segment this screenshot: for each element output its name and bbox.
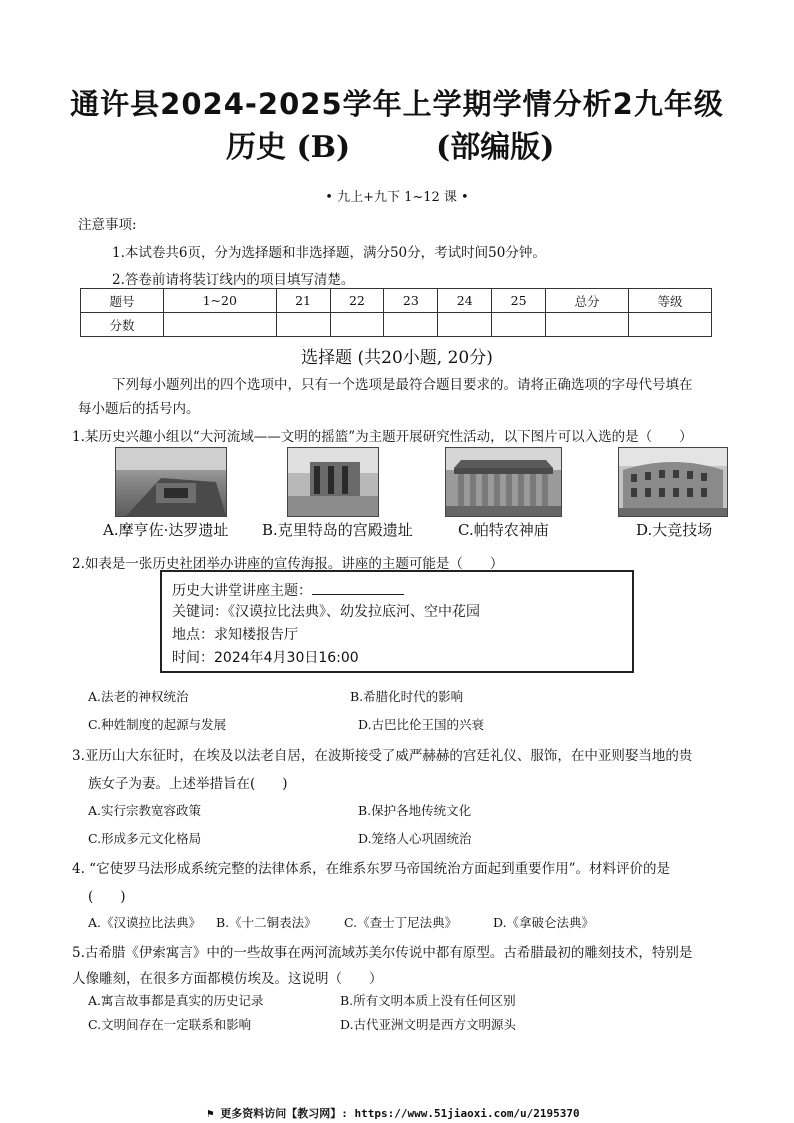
q4-stem-cont: ( )	[88, 889, 126, 905]
score-table-header: 25	[492, 289, 546, 313]
score-cell	[163, 313, 276, 337]
note-item: 2.答卷前请将装订线内的项目填写清楚。	[112, 272, 355, 288]
q4-option-d: D.《拿破仑法典》	[493, 915, 595, 930]
scope-label: • 九上+九下 1~12 课 •	[325, 190, 469, 205]
score-table-header: 总分	[546, 289, 629, 313]
q3-stem-cont: 族女子为妻。上述举措旨在( )	[88, 776, 288, 792]
q1-option-c: C.帕特农神庙	[458, 521, 549, 539]
flag-icon: ⚑	[207, 1107, 214, 1120]
score-table-header: 题号	[81, 289, 164, 313]
score-cell	[492, 313, 546, 337]
score-cell	[330, 313, 384, 337]
footer-link[interactable]	[207, 1105, 580, 1121]
document-title: 通许县2024-2025学年上学期学情分析2九年级	[70, 87, 724, 121]
q3-option-d: D.笼络人心巩固统治	[358, 831, 472, 846]
poster-blank	[312, 582, 404, 595]
q4-option-b: B.《十二铜表法》	[216, 915, 317, 930]
score-table-header: 24	[438, 289, 492, 313]
q3-stem: 3.亚历山大东征时，在埃及以法老自居，在波斯接受了威严赫赫的宫廷礼仪、服饰，在中亚则娶当地的贵	[72, 748, 693, 764]
q2-option-d: D.古巴比伦王国的兴衰	[358, 717, 485, 732]
q4-option-c: C.《查士丁尼法典》	[344, 915, 458, 930]
q5-option-d: D.古代亚洲文明是西方文明源头	[340, 1017, 517, 1032]
subject-title: 历史 (B)	[226, 130, 351, 165]
score-table	[80, 288, 712, 337]
q2-stem: 2.如表是一张历史社团举办讲座的宣传海报。讲座的主题可能是（ ）	[72, 556, 504, 572]
note-item: 1.本试卷共6页，分为选择题和非选择题，满分50分，考试时间50分钟。	[112, 245, 546, 261]
poster-topic: 历史大讲堂讲座主题：	[172, 580, 404, 600]
q4-stem: 4. “它使罗马法形成系统完整的法律体系，在维系东罗马帝国统治方面起到重要作用”。材料评价的是	[72, 861, 670, 877]
q2-option-c: C.种姓制度的起源与发展	[88, 717, 227, 732]
score-cell	[384, 313, 438, 337]
colosseum-image	[618, 447, 728, 517]
section-instruction-cont: 每小题后的括号内。	[78, 401, 200, 417]
score-table-score-row	[81, 313, 712, 337]
notes-heading: 注意事项:	[78, 217, 137, 233]
q3-option-b: B.保护各地传统文化	[358, 803, 472, 818]
poster-location: 地点：求知楼报告厅	[172, 627, 298, 643]
q3-option-c: C.形成多元文化格局	[88, 831, 202, 846]
knossos-palace-image	[287, 447, 379, 517]
score-cell	[546, 313, 629, 337]
edition-label: (部编版)	[436, 130, 555, 165]
score-cell	[276, 313, 330, 337]
score-table-header: 23	[384, 289, 438, 313]
score-row-label: 分数	[81, 313, 164, 337]
footer-text: 更多资料访问【教习网】: https://www.51jiaoxi.com/u/2195370	[220, 1107, 580, 1120]
score-table-header: 21	[276, 289, 330, 313]
q5-option-a: A.寓言故事都是真实的历史记录	[88, 993, 264, 1008]
section-title: 选择题 (共20小题, 20分)	[301, 348, 493, 368]
score-table-header: 1~20	[163, 289, 276, 313]
score-cell	[438, 313, 492, 337]
mohenjo-daro-image	[115, 447, 227, 517]
score-table-header: 等级	[629, 289, 712, 313]
q1-option-b: B.克里特岛的宫殿遗址	[262, 521, 413, 539]
q2-option-a: A.法老的神权统治	[88, 689, 189, 704]
q5-option-c: C.文明间存在一定联系和影响	[88, 1017, 252, 1032]
parthenon-image	[445, 447, 562, 517]
score-table-header-row	[81, 289, 712, 313]
score-table-header: 22	[330, 289, 384, 313]
poster-time: 时间：2024年4月30日16:00	[172, 650, 359, 666]
section-instruction: 下列每小题列出的四个选项中，只有一个选项是最符合题目要求的。请将正确选项的字母代号填在	[112, 377, 693, 393]
q3-option-a: A.实行宗教宽容政策	[88, 803, 202, 818]
q1-option-a: A.摩亨佐·达罗遗址	[103, 521, 229, 539]
q4-option-a: A.《汉谟拉比法典》	[88, 915, 202, 930]
lecture-poster	[160, 570, 634, 673]
score-cell	[629, 313, 712, 337]
q5-stem-cont: 人像雕刻，在很多方面都模仿埃及。这说明（ ）	[72, 971, 383, 987]
q5-option-b: B.所有文明本质上没有任何区别	[340, 993, 516, 1008]
q5-stem: 5.古希腊《伊索寓言》中的一些故事在两河流域苏美尔传说中都有原型。古希腊最初的雕刻技术，特别是	[72, 945, 693, 961]
q1-stem: 1.某历史兴趣小组以“大河流域——文明的摇篮”为主题开展研究性活动，以下图片可以入选的是（ ）	[72, 429, 693, 445]
q2-option-b: B.希腊化时代的影响	[350, 689, 464, 704]
q1-option-d: D.大竞技场	[636, 521, 713, 539]
poster-keywords: 关键词：《汉谟拉比法典》、幼发拉底河、空中花园	[172, 604, 480, 620]
